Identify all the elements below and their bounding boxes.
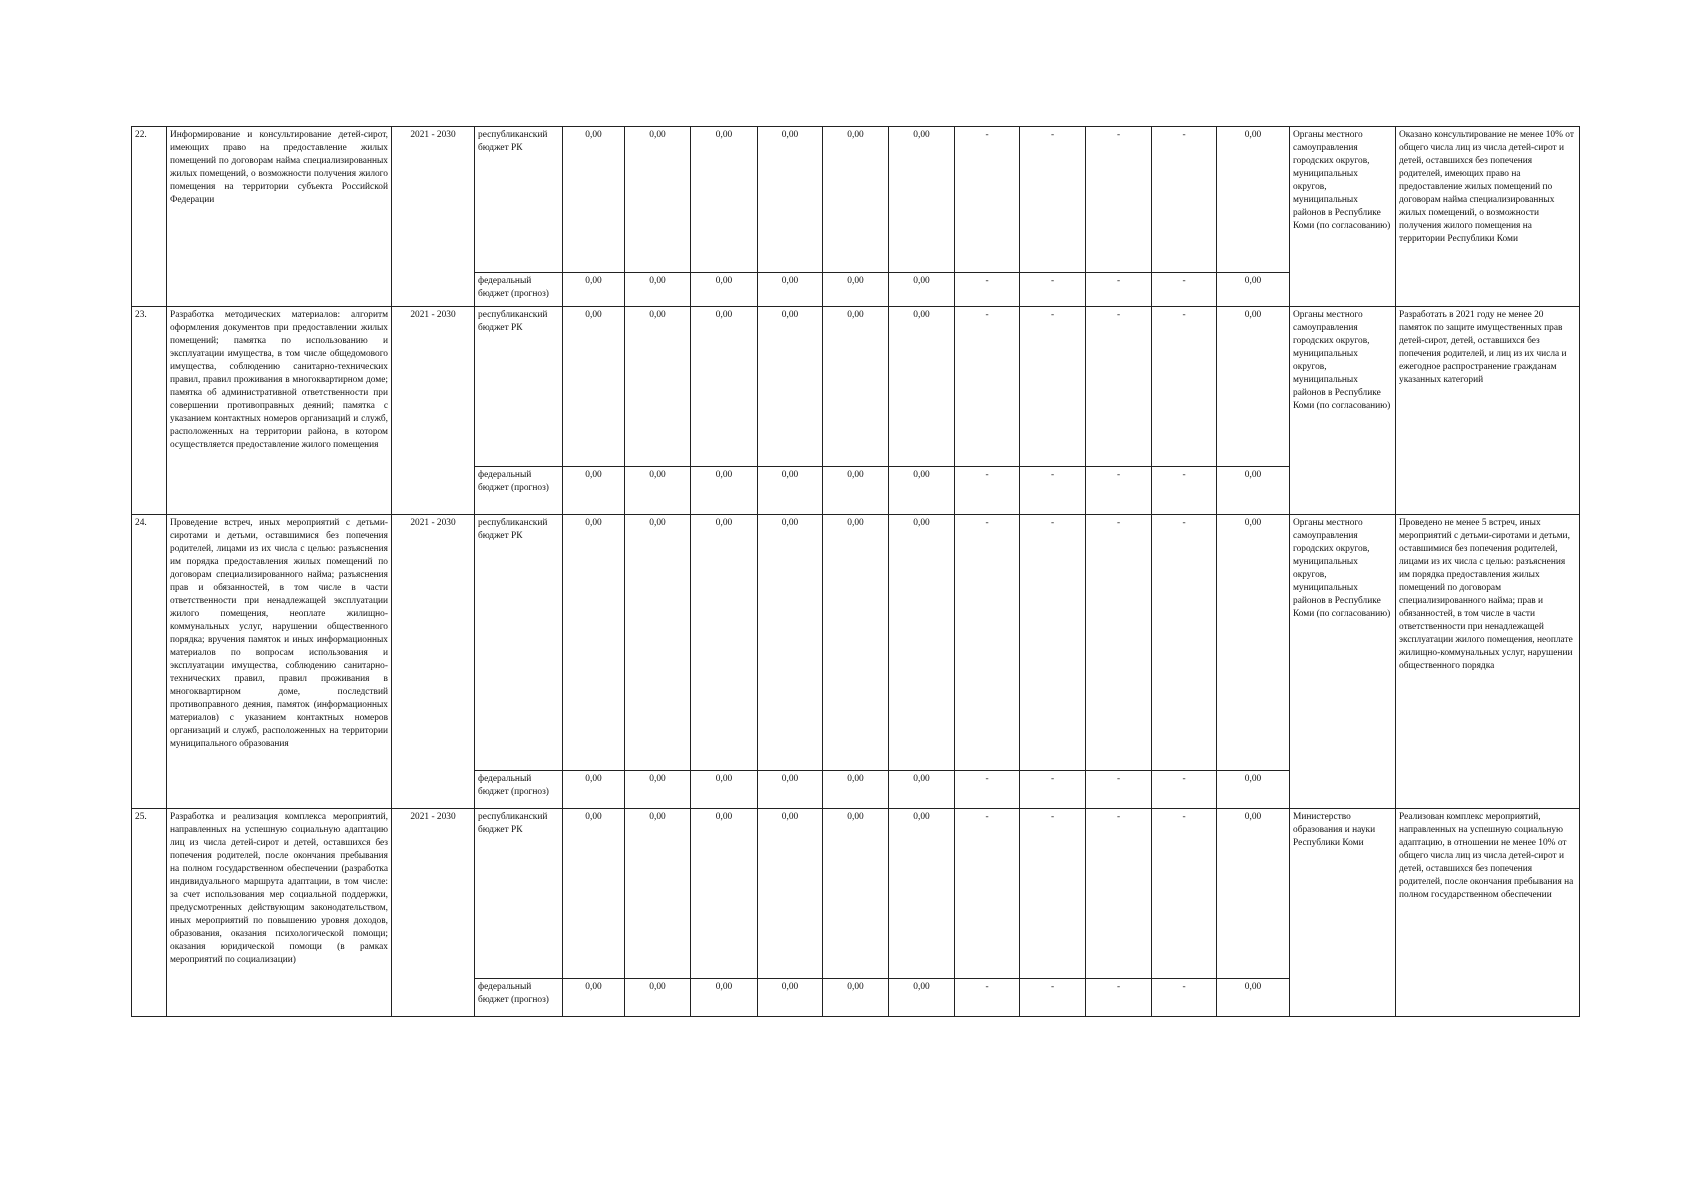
- row-number: 24.: [132, 515, 167, 809]
- funding-value: -: [1086, 127, 1152, 273]
- funding-value: -: [955, 273, 1020, 307]
- table-row: [132, 809, 1580, 979]
- funding-value: 0,00: [625, 127, 691, 273]
- funding-source: республиканский бюджет РК: [475, 307, 563, 467]
- funding-value: -: [955, 809, 1020, 979]
- funding-source: федеральный бюджет (прогноз): [475, 467, 563, 515]
- funding-value: 0,00: [823, 771, 889, 809]
- funding-value: -: [1152, 307, 1217, 467]
- expected-result: Реализован комплекс мероприятий, направленных на успешную социальную адаптацию, в отношении не менее 10% от общего числа лиц из числа детей-сирот и детей, оставшихся без попечения родителей, после окончания пребывания на полном государственном обеспечении: [1396, 809, 1580, 1017]
- funding-value: 0,00: [758, 979, 823, 1017]
- row-number: 23.: [132, 307, 167, 515]
- funding-value: 0,00: [758, 515, 823, 771]
- funding-value: -: [1152, 467, 1217, 515]
- funding-value: 0,00: [625, 515, 691, 771]
- funding-value: 0,00: [889, 771, 955, 809]
- funding-value: 0,00: [758, 273, 823, 307]
- funding-value: 0,00: [889, 307, 955, 467]
- funding-value: 0,00: [823, 467, 889, 515]
- funding-value: -: [955, 979, 1020, 1017]
- funding-value: 0,00: [1217, 127, 1290, 273]
- activity-description: Информирование и консультирование детей-сирот, имеющих право на предоставление жилых помещений по договорам найма специализированных жилых помещений, о возможности получения жилого помещения на территории субъекта Российской Федерации: [167, 127, 392, 307]
- funding-value: -: [955, 127, 1020, 273]
- funding-value: -: [1020, 515, 1086, 771]
- funding-value: 0,00: [691, 771, 758, 809]
- funding-value: 0,00: [823, 809, 889, 979]
- funding-value: -: [1020, 979, 1086, 1017]
- funding-value: 0,00: [1217, 979, 1290, 1017]
- funding-value: 0,00: [563, 771, 625, 809]
- funding-value: 0,00: [1217, 307, 1290, 467]
- funding-value: -: [955, 515, 1020, 771]
- funding-value: -: [1086, 515, 1152, 771]
- funding-value: -: [955, 467, 1020, 515]
- responsible-executor: Органы местного самоуправления городских округов, муниципальных округов, муниципальных районов в Республике Коми (по согласованию): [1290, 307, 1396, 515]
- funding-value: 0,00: [625, 979, 691, 1017]
- funding-value: 0,00: [1217, 809, 1290, 979]
- funding-value: -: [1152, 273, 1217, 307]
- expected-result: Разработать в 2021 году не менее 20 памяток по защите имущественных прав детей-сирот, детей, оставшихся без попечения родителей, и лиц из их числа и ежегодное распространение гражданам указанных категорий: [1396, 307, 1580, 515]
- funding-value: 0,00: [691, 307, 758, 467]
- funding-value: -: [1020, 127, 1086, 273]
- funding-value: 0,00: [758, 771, 823, 809]
- funding-value: 0,00: [889, 127, 955, 273]
- expected-result: Проведено не менее 5 встреч, иных мероприятий с детьми-сиротами и детьми, оставшимися без попечения родителей, лицами из их числа с целью: разъяснения им порядка предоставления жилых помещений по договорам специализированного найма; прав и обязанностей, в том числе в части ответственности при ненадлежащей эксплуатации жилого помещения, неоплате жилищно-коммунальных услуг, нарушении общественного порядка: [1396, 515, 1580, 809]
- row-number: 22.: [132, 127, 167, 307]
- funding-value: -: [1152, 979, 1217, 1017]
- activity-description: Проведение встреч, иных мероприятий с детьми-сиротами и детьми, оставшимися без попечения родителей, лицами из их числа с целью: разъяснения им порядка предоставления жилых помещений по договорам специализированного найма; разъяснения прав и обязанностей, в том числе в части ответственности при ненадлежащей эксплуатации жилого помещения, неоплате жилищно-коммунальных услуг, нарушении общественного порядка; вручения памяток и иных информационных материалов по вопросам использования и эксплуатации имущества, соблюдению санитарно-технических правил, правил проживания в многоквартирном доме, последствий противоправного деяния, памяток (информационных материалов) с указанием контактных номеров организаций и служб, расположенных на территории муниципального образования: [167, 515, 392, 809]
- program-activities-table: [131, 126, 1580, 1017]
- funding-value: -: [1086, 809, 1152, 979]
- funding-source: федеральный бюджет (прогноз): [475, 771, 563, 809]
- funding-value: 0,00: [1217, 515, 1290, 771]
- period: 2021 - 2030: [392, 809, 475, 1017]
- funding-value: 0,00: [758, 307, 823, 467]
- funding-value: 0,00: [691, 467, 758, 515]
- funding-value: 0,00: [625, 809, 691, 979]
- funding-value: 0,00: [889, 979, 955, 1017]
- funding-value: 0,00: [823, 979, 889, 1017]
- funding-value: 0,00: [563, 127, 625, 273]
- funding-value: -: [955, 307, 1020, 467]
- funding-value: 0,00: [691, 515, 758, 771]
- responsible-executor: Министерство образования и науки Республики Коми: [1290, 809, 1396, 1017]
- funding-value: 0,00: [889, 467, 955, 515]
- funding-value: 0,00: [625, 467, 691, 515]
- funding-value: 0,00: [1217, 467, 1290, 515]
- funding-value: -: [1152, 771, 1217, 809]
- funding-value: 0,00: [691, 809, 758, 979]
- funding-value: -: [1020, 307, 1086, 467]
- funding-value: 0,00: [758, 127, 823, 273]
- funding-value: 0,00: [823, 273, 889, 307]
- funding-value: 0,00: [889, 515, 955, 771]
- funding-value: 0,00: [625, 273, 691, 307]
- row-number: 25.: [132, 809, 167, 1017]
- funding-value: 0,00: [1217, 771, 1290, 809]
- funding-value: 0,00: [1217, 273, 1290, 307]
- funding-value: 0,00: [563, 467, 625, 515]
- period: 2021 - 2030: [392, 307, 475, 515]
- funding-source: федеральный бюджет (прогноз): [475, 273, 563, 307]
- funding-value: -: [1020, 771, 1086, 809]
- funding-source: республиканский бюджет РК: [475, 809, 563, 979]
- funding-value: -: [1086, 307, 1152, 467]
- funding-source: республиканский бюджет РК: [475, 127, 563, 273]
- responsible-executor: Органы местного самоуправления городских округов, муниципальных округов, муниципальных районов в Республике Коми (по согласованию): [1290, 127, 1396, 307]
- funding-value: 0,00: [758, 809, 823, 979]
- funding-value: 0,00: [691, 979, 758, 1017]
- funding-value: 0,00: [563, 307, 625, 467]
- funding-value: 0,00: [563, 515, 625, 771]
- funding-value: 0,00: [889, 273, 955, 307]
- funding-value: 0,00: [563, 809, 625, 979]
- funding-value: -: [1020, 809, 1086, 979]
- activity-description: Разработка методических материалов: алгоритм оформления документов при предоставлении жилых помещений; памятка по использованию и эксплуатации имущества, в том числе общедомового имущества, соблюдению санитарно-технических правил, правил проживания в многоквартирном доме; памятка об административной ответственности при совершении противоправных деяний; памятка с указанием контактных номеров организаций и служб, расположенных на территории района, в котором осуществляется предоставление жилого помещения: [167, 307, 392, 515]
- funding-value: -: [1086, 467, 1152, 515]
- period: 2021 - 2030: [392, 515, 475, 809]
- period: 2021 - 2030: [392, 127, 475, 307]
- funding-value: 0,00: [691, 273, 758, 307]
- funding-value: 0,00: [563, 273, 625, 307]
- table-row: [132, 127, 1580, 273]
- expected-result: Оказано консультирование не менее 10% от общего числа лиц из числа детей-сирот и детей, оставшихся без попечения родителей, имеющих право на предоставление жилых помещений по договорам найма специализированных жилых помещений, о возможности получения жилого помещения на территории Республики Коми: [1396, 127, 1580, 307]
- funding-value: -: [1152, 809, 1217, 979]
- funding-value: 0,00: [758, 467, 823, 515]
- funding-value: -: [1020, 467, 1086, 515]
- table-row: [132, 307, 1580, 467]
- funding-source: федеральный бюджет (прогноз): [475, 979, 563, 1017]
- funding-value: -: [1086, 979, 1152, 1017]
- funding-value: -: [955, 771, 1020, 809]
- funding-value: 0,00: [823, 515, 889, 771]
- funding-value: -: [1086, 771, 1152, 809]
- funding-value: 0,00: [625, 307, 691, 467]
- funding-value: 0,00: [823, 307, 889, 467]
- funding-value: -: [1086, 273, 1152, 307]
- activity-description: Разработка и реализация комплекса мероприятий, направленных на успешную социальную адаптацию лиц из числа детей-сирот и детей, оставшихся без попечения родителей, после окончания пребывания на полном государственном обеспечении (разработка индивидуального маршрута адаптации, в том числе: за счет использования мер социальной поддержки, предусмотренных действующим законодательством, иных мероприятий по повышению уровня доходов, образования, оказания психологической помощи; оказания юридической помощи (в рамках мероприятий по социализации): [167, 809, 392, 1017]
- funding-value: -: [1152, 127, 1217, 273]
- table-row: [132, 515, 1580, 771]
- funding-source: республиканский бюджет РК: [475, 515, 563, 771]
- table-body: [132, 127, 1580, 1017]
- funding-value: 0,00: [563, 979, 625, 1017]
- funding-value: -: [1152, 515, 1217, 771]
- funding-value: 0,00: [625, 771, 691, 809]
- responsible-executor: Органы местного самоуправления городских округов, муниципальных округов, муниципальных районов в Республике Коми (по согласованию): [1290, 515, 1396, 809]
- funding-value: -: [1020, 273, 1086, 307]
- funding-value: 0,00: [823, 127, 889, 273]
- funding-value: 0,00: [691, 127, 758, 273]
- funding-value: 0,00: [889, 809, 955, 979]
